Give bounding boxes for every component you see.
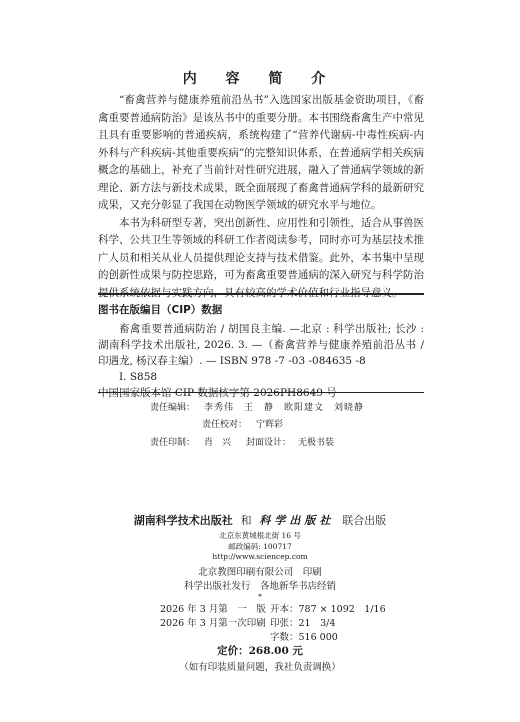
publisher-website: http://www.sciencep.com bbox=[212, 552, 308, 561]
book-price: 定价：268.00 元 bbox=[217, 645, 303, 657]
intro-paragraph-1: “畜禽营养与健康养殖前沿丛书”入选国家出版基金资助项目，《畜禽重要普通病防治》是该丛书中的重要分册。本书围绕畜禽生产中常见且具有重要影响的普通疾病，系统构建了“营养代谢病-中毒性疾病-内外科与产科疾病-其他重要疾病”的完整知识体系，在普通病学相关疾病概念的基础上，补充了当前针对性研究进展，融入了普通病学领域的新理论、新方法与新技术成果，既全面展现了畜禽普通病学科的最新研究成果，又充分彰显了我国在动物医学领域的研究水平与地位。 bbox=[98, 94, 424, 211]
intro-title: 内 容 简 介 bbox=[182, 71, 338, 87]
publisher-joint: 联合出版 bbox=[342, 514, 387, 527]
publisher-address: 北京东黄城根北街 16 号 bbox=[219, 531, 301, 540]
intro-text bbox=[98, 92, 424, 302]
cover-label: 封面设计： bbox=[246, 438, 292, 448]
editors-label: 责任编辑： bbox=[150, 403, 196, 413]
cip-record-number: 中国国家版本馆 CIP 数据核字第 2026PH8649 号 bbox=[98, 387, 337, 399]
printing-name: 肖 兴 bbox=[204, 438, 232, 448]
edition-date: 2026 年 3 月第 一 版 bbox=[160, 604, 266, 615]
publisher-postcode: 邮政编码: 100717 bbox=[228, 542, 292, 551]
print-sheets: 印张：21 3/4 bbox=[270, 618, 336, 629]
print-date: 2026 年 3 月第一次印刷 bbox=[160, 618, 266, 629]
intro-paragraph-2: 本书为科研型专著，突出创新性、应用性和引领性，适合从事兽医科学、公共卫生等领域的科研工作者阅读参考，同时亦可为基层技术推广人员和相关从业人员提供理论支持与技术借鉴。此外，本书集中呈现的创新性成果与防控思路，可为畜禽重要普通病的深入研究与科学防治提供系统依据与实践方向，具有较高的学术价值和行业指导意义。 bbox=[98, 216, 424, 299]
publisher-a: 湖南科学技术出版社 bbox=[133, 514, 233, 527]
editors-names: 李秀伟 王 静 欧阳建文 刘晓静 bbox=[204, 403, 365, 413]
printing-label: 责任印制： bbox=[150, 438, 196, 448]
cip-classification: Ⅰ. S858 bbox=[119, 371, 158, 383]
quality-notice: （如有印装质量问题，我社负责调换） bbox=[179, 662, 341, 673]
cip-heading: 图书在版编目（CIP）数据 bbox=[98, 304, 223, 316]
publisher-b: 科学出版社 bbox=[259, 514, 335, 527]
cip-top-rule bbox=[98, 293, 424, 295]
cip-block bbox=[98, 302, 424, 401]
book-format: 开本：787 × 1092 1/16 bbox=[270, 604, 386, 615]
cip-entry: 畜禽重要普通病防治 / 胡国良主编. —北京 : 科学出版社; 长沙 : 湖南科学技术出版社, 2026. 3. —（畜禽营养与健康养殖前沿丛书 / 印遇龙, 杨汉春主编）. — ISBN 978 -7 -03 -084635 -8 bbox=[98, 323, 424, 367]
publisher-line bbox=[0, 512, 520, 528]
cip-bottom-rule bbox=[98, 392, 424, 393]
proofreader-name: 宁辉彩 bbox=[256, 420, 284, 430]
proofreader-label: 责任校对： bbox=[202, 420, 248, 430]
cover-name: 无极书装 bbox=[298, 438, 335, 448]
printer-line: 北京教图印刷有限公司 印刷 bbox=[198, 567, 322, 578]
distribution-line: 科学出版社发行 各地新华书店经销 bbox=[183, 581, 336, 592]
separator-star: * bbox=[258, 592, 262, 601]
publisher-and: 和 bbox=[240, 514, 252, 527]
word-count: 字数：516 000 bbox=[270, 632, 338, 643]
